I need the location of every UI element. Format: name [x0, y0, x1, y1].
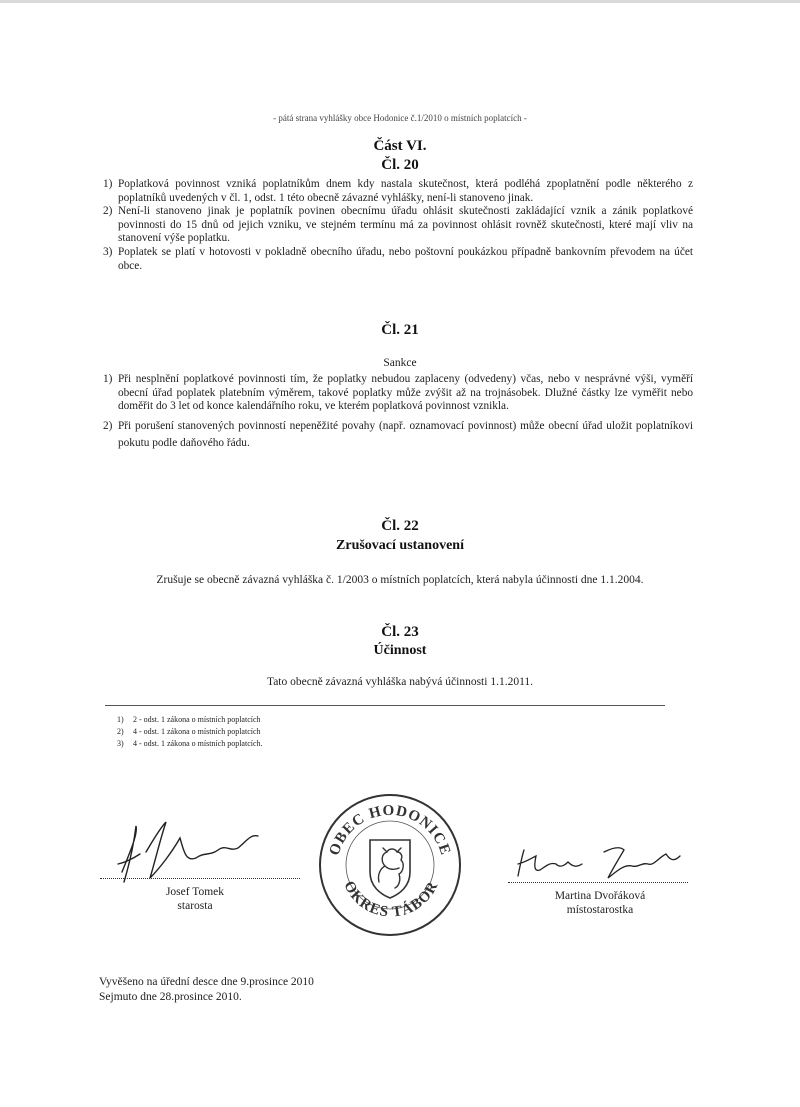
footnote-separator — [105, 705, 665, 706]
list-item-text: Poplatek se platí v hotovosti v pokladně obecního úřadu, nebo poštovní poukázkou případně bankovním převodem na účet obce. — [118, 245, 693, 272]
footnote-number: 3) — [117, 739, 124, 748]
list-item-text: Při porušení stanovených povinností nepeněžité povahy (např. oznamovací povinnost) může obecní úřad uložit poplatníkovi pokutu podle daňového řádu. — [118, 419, 693, 449]
signature-block-left — [120, 885, 270, 913]
article-22-title: Čl. 22 — [381, 518, 419, 534]
footnote-text: 2 - odst. 1 zákona o místních poplatcích — [133, 715, 261, 724]
signatory-name: Josef Tomek — [165, 886, 225, 898]
list-item — [103, 205, 693, 246]
list-item-number: 1) — [103, 373, 113, 385]
article-23-text: Tato obecně závazná vyhláška nabývá účinnosti 1.1.2011. — [266, 676, 534, 688]
list-item — [103, 246, 693, 273]
signature-line-right — [508, 882, 688, 883]
list-item-number: 2) — [103, 205, 113, 218]
footnote-number: 1) — [117, 715, 124, 724]
posted-date: Vyvěšeno na úřední desce dne 9.prosince 2010 — [99, 976, 314, 988]
page-header-note: - pátá strana vyhlášky obce Hodonice č.1/2010 o místních poplatcích - — [273, 113, 527, 123]
seal-bottom-text: OKRES TÁBOR — [340, 878, 442, 921]
article-23-title: Čl. 23 — [381, 624, 419, 640]
signatory-role: místostarostka — [566, 904, 634, 916]
footnote — [117, 714, 263, 726]
list-item — [103, 373, 693, 414]
article-21-list — [103, 373, 693, 452]
footnote-number: 2) — [117, 727, 124, 736]
signature-left-handwriting — [100, 812, 280, 892]
article-20-title: Čl. 20 — [381, 157, 419, 173]
article-21-title: Čl. 21 — [381, 322, 419, 338]
footnote-text: 4 - odst. 1 zákona o místních poplatcích. — [133, 739, 263, 748]
article-22-subtitle: Zrušovací ustanovení — [336, 538, 464, 553]
footnote — [117, 726, 263, 738]
footnote — [117, 738, 263, 750]
list-item-number: 3) — [103, 245, 113, 258]
list-item-text: Není-li stanoveno jinak je poplatník povinen obecnímu úřadu ohlásit skutečnosti zakládající vznik a zánik poplatkové povinnosti do 15 dnů od jejich vzniku, ve stejném termínu má za povinnost ohlásit rovněž skutečnosti, které mají vliv na stanovení výše poplatku. — [118, 205, 693, 245]
signature-right-handwriting — [508, 836, 688, 886]
signature-block-right — [515, 889, 685, 917]
signatory-role: starosta — [177, 900, 213, 912]
list-item-number: 2) — [103, 419, 113, 432]
list-item-text: Poplatková povinnost vzniká poplatníkům dnem kdy nastala skutečnost, která podléhá zpoplatnění podle některého z poplatníků uvedených v čl. 1, odst. 1 této obecně závazné vyhlášky, není-li stanoveno jinak. — [118, 178, 693, 204]
seal-top-text: OBEC HODONICE — [326, 802, 454, 858]
list-item-text: Při nesplnění poplatkové povinnosti tím, že poplatky nebudou zaplaceny (odvedeny) včas, nebo v nesprávné výši, vyměří obecní úřad poplatek platebním výměrem, takové poplatky může zvýšit až na trojnásobek. Dlužné částky lze vyměřit nebo doměřit do 3 let od konce kalendářního roku, ve kterém poplatková povinnost vznikla. — [118, 373, 693, 413]
signature-line-left — [100, 878, 300, 879]
posting-record — [99, 975, 314, 1005]
scan-edge — [0, 0, 800, 3]
signatory-name: Martina Dvořáková — [554, 890, 646, 902]
svg-text:OKRES TÁBOR — [340, 879, 441, 921]
article-22-text: Zrušuje se obecně závazná vyhláška č. 1/2003 o místních poplatcích, která nabyla účinnosti dne 1.1.2004. — [156, 574, 644, 586]
municipal-seal — [315, 790, 465, 940]
footnote-text: 4 - odst. 1 zákona o místních poplatcích — [133, 727, 261, 736]
part-title: Část VI. — [373, 138, 427, 154]
removed-date: Sejmuto dne 28.prosince 2010. — [99, 991, 242, 1003]
list-item-number: 1) — [103, 178, 113, 190]
article-20-list — [103, 178, 693, 273]
article-21-subtitle: Sankce — [383, 357, 417, 369]
list-item — [103, 418, 693, 452]
list-item — [103, 178, 693, 205]
article-23-subtitle: Účinnost — [373, 643, 427, 658]
footnotes — [117, 714, 263, 750]
